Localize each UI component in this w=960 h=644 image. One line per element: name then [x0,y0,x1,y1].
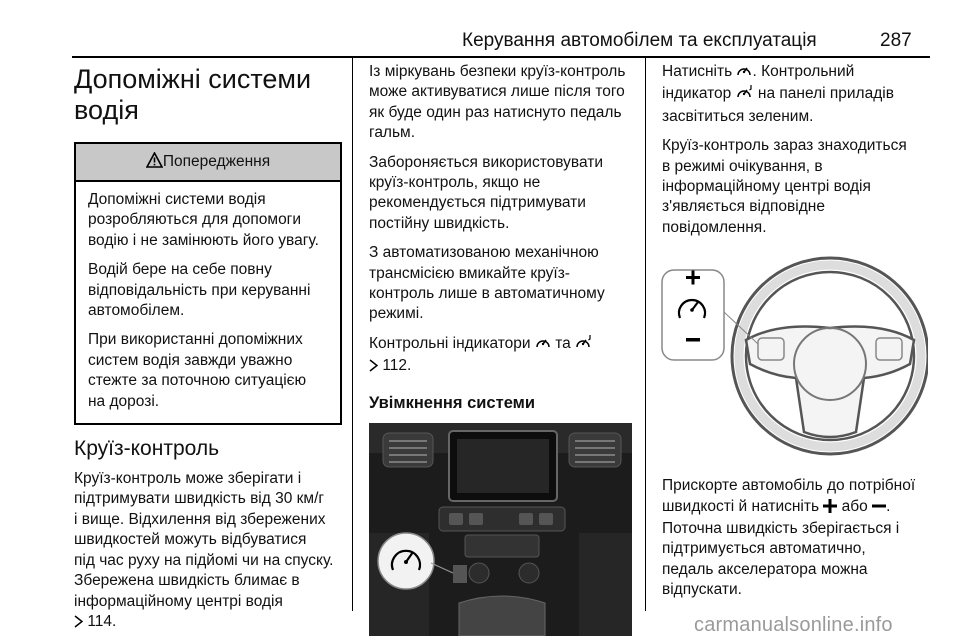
cruise-control-paragraph: Круїз-контроль може зберігати і підтримувати швидкість від 30 км/г і вище. Відхилення від збережених швидкостей можуть відбуватися під час руху на підйомі чи на спуску. Збережена швидкість блимає в інформаційному центрі водія 114. [74,469,342,634]
page-number: 287 [880,30,912,51]
warning-box [74,142,342,425]
warning-body: Допоміжні системи водія розробляються для допомоги водію і не замінюють його увагу. Водій бере на себе повну відповідальність при керуванні автомобілем. При використанні допоміжних систем водія завжди уважно стежте за поточною ситуацією на дорозі. [88,191,319,410]
column-2: Із міркувань безпеки круїз-контроль може активуватися лише після того як буде один раз натиснуто педаль гальм. Забороняється використовувати круїз-контроль, якщо не рекомендується підтримувати постійну швидкість. З автоматизованою механічною трансмісією вмикайте круїз- контроль лише в автоматичному режимі. Контрольні індикатори та 112. Увімкнення системи [369,62,637,644]
cruise-control-set-icon [575,334,593,356]
warning-triangle-icon [146,146,163,182]
page-reference-arrow-icon [74,614,83,634]
subheading-cruise-control: Круїз-контроль [74,437,220,461]
watermark-footer: carmanualsonline.info [694,614,893,636]
minus-icon [872,499,886,519]
column-divider [645,58,646,611]
cruise-control-set-icon [736,84,754,106]
page-reference[interactable]: 112. [382,357,412,375]
header-title: Керування автомобілем та експлуатація [462,30,817,51]
plus-icon [823,499,837,519]
column-3: Натисніть . Контрольний індикатор на панелі приладів засвітиться зеленим. Круїз-контроль зараз знаходиться в режимі очікування, в інформаційному центрі водія з'являється відповідне повідомлення. Прискорте автомобіль до потрібної швидкості й натисніть або . Поточна швидкість зберігається і підтримується автоматично, педаль акселератора можна відпускати. [662,62,952,610]
warning-title: Попередження [162,153,271,170]
column-divider [352,58,353,611]
cruise-control-icon [535,336,551,356]
dashboard-cruise-button-illustration [369,423,632,636]
header-rule [72,56,930,58]
cruise-control-icon [736,64,752,84]
page-reference-arrow-icon [369,358,378,378]
steering-wheel-illustration [658,252,928,462]
warning-header [76,144,340,182]
section-heading: Допоміжні системи водія [74,64,312,125]
column-1 [74,62,342,643]
page-reference[interactable]: 114. [87,612,117,630]
subheading-switching-on: Увімкнення системи [369,393,535,412]
